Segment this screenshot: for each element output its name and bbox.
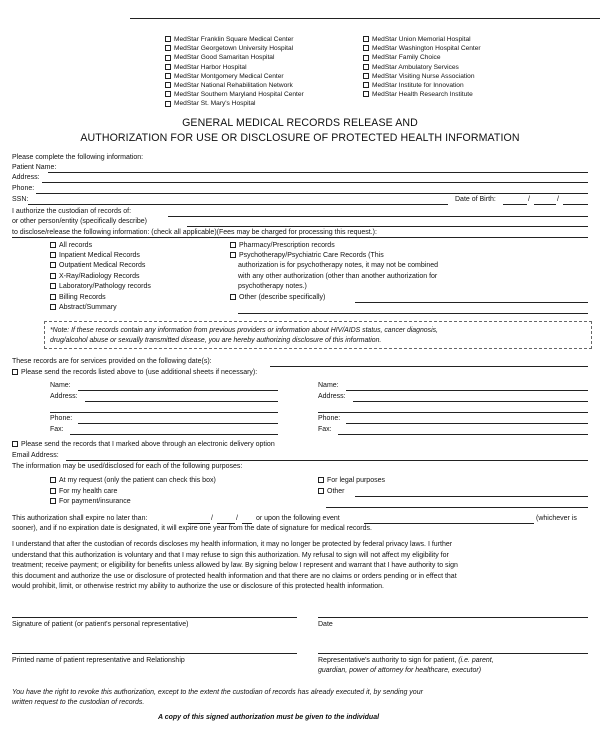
checkbox[interactable] bbox=[230, 252, 236, 258]
top-rule bbox=[130, 18, 600, 19]
send-records-option[interactable]: Please send the records listed above to (use additional sheets if necessary): bbox=[12, 368, 257, 377]
checkbox[interactable] bbox=[12, 441, 18, 447]
record-option-other[interactable]: Other (describe specifically) bbox=[230, 293, 325, 302]
authority-field[interactable] bbox=[318, 653, 588, 654]
recipient-address-field-2[interactable] bbox=[50, 412, 278, 413]
purpose-other-field-2[interactable] bbox=[326, 507, 588, 508]
custodian-field[interactable] bbox=[168, 216, 588, 217]
facility-item[interactable]: MedStar St. Mary's Hospital bbox=[165, 99, 304, 108]
understand-paragraph: I understand that after the custodian of records discloses my health information, it may no longer be protected by federal privacy laws. I further understand that this authorization is voluntary and that I may refuse to sign this authorization. My refusal to sign will not affect my eligibility for treatment; receive payment; or eligibility for benefits unless allowed by law. By signing below I represent and warrant that I have authority to sign this document and authorize the use or disclosure of protected health information and that there are no claims or orders pending or in effect that would prohibit, limit, or otherwise restrict my ability to authorize the use or disclosure of this protected health information. bbox=[12, 541, 458, 591]
expire-line2: sooner), and if no expiration date is designated, it will expire one year from the date of signature for medical records. bbox=[12, 525, 372, 532]
record-option-pharmacy[interactable]: Pharmacy/Prescription records bbox=[230, 241, 335, 250]
dob-day-field[interactable] bbox=[534, 204, 556, 205]
facility-item[interactable]: MedStar Family Choice bbox=[363, 53, 481, 62]
facility-item[interactable]: MedStar Southern Maryland Hospital Center bbox=[165, 90, 304, 99]
ssn-label: SSN: bbox=[12, 196, 29, 203]
recipient-phone-field[interactable] bbox=[78, 423, 278, 424]
record-option[interactable]: Abstract/Summary bbox=[50, 303, 117, 312]
authorize-label: I authorize the custodian of records of: bbox=[12, 208, 132, 215]
psych-note-line: with any other authorization (other than another authorization for bbox=[238, 273, 438, 280]
note-line: drug/alcohol abuse or sexually transmitted disease, you are hereby authorizing disclosure of this information. bbox=[50, 337, 382, 344]
purpose-option[interactable]: For payment/insurance bbox=[50, 497, 131, 506]
recipient-fax-label: Fax: bbox=[50, 426, 64, 433]
dob-month-field[interactable] bbox=[503, 204, 527, 205]
checkbox[interactable] bbox=[363, 91, 369, 97]
form-title-line1: GENERAL MEDICAL RECORDS RELEASE AND bbox=[182, 117, 418, 129]
patient-signature-field[interactable] bbox=[12, 617, 297, 618]
dob-slash: / bbox=[557, 196, 559, 203]
recipient-address-field[interactable] bbox=[85, 401, 278, 402]
revoke-line: written request to the custodian of records. bbox=[12, 699, 145, 706]
checkbox[interactable] bbox=[165, 64, 171, 70]
printed-name-field[interactable] bbox=[12, 653, 297, 654]
ssn-field[interactable] bbox=[28, 204, 448, 205]
intro-text: Please complete the following information: bbox=[12, 154, 144, 161]
facility-item[interactable]: MedStar Good Samaritan Hospital bbox=[165, 53, 304, 62]
authority-label: Representative's authority to sign for patient, (i.e. parent, bbox=[318, 657, 494, 664]
checkbox[interactable] bbox=[50, 304, 56, 310]
email-label: Email Address: bbox=[12, 452, 59, 459]
checkbox[interactable] bbox=[363, 73, 369, 79]
purpose-option-other[interactable]: Other bbox=[318, 487, 345, 496]
facility-list-left bbox=[165, 35, 304, 109]
checkbox[interactable] bbox=[363, 82, 369, 88]
patient-name-label: Patient Name: bbox=[12, 164, 57, 171]
checkbox[interactable] bbox=[318, 477, 324, 483]
expire-label: This authorization shall expire no later than: bbox=[12, 515, 148, 522]
note-line: *Note: If these records contain any information from previous providers or information about HIV/AIDS status, cancer diagnosis, bbox=[50, 327, 438, 334]
recipient-name-field[interactable] bbox=[78, 390, 278, 391]
disclose-label: to disclose/release the following information: (check all applicable)(Fees may be charged for processing this request.): bbox=[12, 229, 377, 236]
printed-name-label: Printed name of patient representative and Relationship bbox=[12, 657, 185, 664]
checkbox[interactable] bbox=[230, 294, 236, 300]
recipient2-name-field[interactable] bbox=[346, 390, 588, 391]
facility-item[interactable]: MedStar Ambulatory Services bbox=[363, 63, 481, 72]
checkbox[interactable] bbox=[363, 55, 369, 61]
dob-slash: / bbox=[528, 196, 530, 203]
checkbox[interactable] bbox=[50, 477, 56, 483]
dob-label: Date of Birth: bbox=[455, 196, 496, 203]
purpose-option[interactable]: For my health care bbox=[50, 487, 117, 496]
psych-note-line: psychotherapy notes.) bbox=[238, 283, 307, 290]
authority-label-line2: guardian, power of attorney for healthcare, executor) bbox=[318, 667, 482, 674]
phone-field[interactable] bbox=[36, 193, 588, 194]
purpose-option[interactable]: At my request (only the patient can check this box) bbox=[50, 476, 216, 485]
checkbox[interactable] bbox=[50, 273, 56, 279]
checkbox[interactable] bbox=[50, 283, 56, 289]
other-describe-field-2[interactable] bbox=[238, 313, 588, 314]
electronic-option[interactable]: Please send the records that I marked above through an electronic delivery option bbox=[12, 440, 275, 449]
recipient2-address-label: Address: bbox=[318, 393, 346, 400]
address-field[interactable] bbox=[42, 182, 588, 183]
checkbox[interactable] bbox=[50, 498, 56, 504]
checkbox[interactable] bbox=[12, 369, 18, 375]
services-label: These records are for services provided on the following date(s): bbox=[12, 358, 212, 365]
patient-name-field[interactable] bbox=[48, 172, 588, 173]
psych-note-line: authorization is for psychotherapy notes, it may not be combined bbox=[238, 262, 438, 269]
checkbox[interactable] bbox=[165, 55, 171, 61]
expire-event-field[interactable] bbox=[364, 523, 534, 524]
record-option[interactable]: Outpatient Medical Records bbox=[50, 261, 145, 270]
other-person-label: or other person/entity (specifically describe) bbox=[12, 218, 148, 225]
form-title-line2: AUTHORIZATION FOR USE OR DISCLOSURE OF PROTECTED HEALTH INFORMATION bbox=[80, 132, 520, 144]
checkbox[interactable] bbox=[363, 36, 369, 42]
other-describe-field[interactable] bbox=[355, 302, 588, 303]
disclose-rule bbox=[12, 237, 588, 238]
facility-item[interactable]: MedStar National Rehabilitation Network bbox=[165, 81, 304, 90]
checkbox[interactable] bbox=[165, 73, 171, 79]
services-dates-field[interactable] bbox=[270, 366, 588, 367]
expire-slash: / bbox=[211, 515, 213, 522]
copy-note: A copy of this signed authorization must be given to the individual bbox=[158, 714, 380, 721]
recipient2-phone-label: Phone: bbox=[318, 415, 341, 422]
revoke-line: You have the right to revoke this authorization, except to the extent the custodian of records has already executed it, by sending your bbox=[12, 689, 423, 696]
expire-slash: / bbox=[236, 515, 238, 522]
checkbox[interactable] bbox=[363, 45, 369, 51]
checkbox[interactable] bbox=[50, 294, 56, 300]
record-option[interactable]: Inpatient Medical Records bbox=[50, 251, 140, 260]
recipient2-address-field[interactable] bbox=[353, 401, 588, 402]
checkbox[interactable] bbox=[165, 91, 171, 97]
facility-item[interactable]: MedStar Harbor Hospital bbox=[165, 63, 304, 72]
address-label: Address: bbox=[12, 174, 40, 181]
checkbox[interactable] bbox=[363, 64, 369, 70]
dob-year-field[interactable] bbox=[563, 204, 588, 205]
record-option[interactable]: All records bbox=[50, 241, 92, 250]
facility-item[interactable]: MedStar Union Memorial Hospital bbox=[363, 35, 481, 44]
recipient2-name-label: Name: bbox=[318, 382, 339, 389]
checkbox[interactable] bbox=[165, 82, 171, 88]
email-field[interactable] bbox=[66, 460, 588, 461]
expire-event-label: or upon the following event bbox=[256, 515, 340, 522]
purpose-other-field[interactable] bbox=[355, 496, 588, 497]
facility-item[interactable]: MedStar Washington Hospital Center bbox=[363, 44, 481, 53]
expire-whichever: (whichever is bbox=[536, 515, 577, 522]
checkbox[interactable] bbox=[165, 101, 171, 107]
facility-item[interactable]: MedStar Montgomery Medical Center bbox=[165, 72, 304, 81]
facility-list-right bbox=[363, 35, 481, 99]
record-option[interactable]: Billing Records bbox=[50, 293, 106, 302]
checkbox[interactable] bbox=[165, 36, 171, 42]
recipient2-address-field-2[interactable] bbox=[318, 412, 588, 413]
recipient-fax-field[interactable] bbox=[70, 434, 278, 435]
recipient2-fax-field[interactable] bbox=[338, 434, 588, 435]
recipient-name-label: Name: bbox=[50, 382, 71, 389]
record-option-psych[interactable]: Psychotherapy/Psychiatric Care Records (This bbox=[230, 251, 384, 260]
checkbox[interactable] bbox=[50, 242, 56, 248]
date-label: Date bbox=[318, 621, 333, 628]
record-option[interactable]: X-Ray/Radiology Records bbox=[50, 272, 140, 281]
facility-item[interactable]: MedStar Health Research Institute bbox=[363, 90, 481, 99]
checkbox[interactable] bbox=[50, 262, 56, 268]
phone-label: Phone: bbox=[12, 185, 35, 192]
purpose-option-legal[interactable]: For legal purposes bbox=[318, 476, 385, 485]
date-field[interactable] bbox=[318, 617, 588, 618]
recipient2-phone-field[interactable] bbox=[346, 423, 588, 424]
checkbox[interactable] bbox=[50, 252, 56, 258]
checkbox[interactable] bbox=[230, 242, 236, 248]
other-person-field[interactable] bbox=[187, 226, 588, 227]
facility-item[interactable]: MedStar Visiting Nurse Association bbox=[363, 72, 481, 81]
facility-item[interactable]: MedStar Georgetown University Hospital bbox=[165, 44, 304, 53]
recipient-phone-label: Phone: bbox=[50, 415, 73, 422]
purposes-intro: The information may be used/disclosed for each of the following purposes: bbox=[12, 463, 243, 470]
recipient-address-label: Address: bbox=[50, 393, 78, 400]
recipient2-fax-label: Fax: bbox=[318, 426, 332, 433]
checkbox[interactable] bbox=[318, 488, 324, 494]
checkbox[interactable] bbox=[50, 488, 56, 494]
checkbox[interactable] bbox=[165, 45, 171, 51]
record-option[interactable]: Laboratory/Pathology records bbox=[50, 282, 151, 291]
patient-signature-label: Signature of patient (or patient's personal representative) bbox=[12, 621, 189, 628]
facility-item[interactable]: MedStar Franklin Square Medical Center bbox=[165, 35, 304, 44]
facility-item[interactable]: MedStar Institute for Innovation bbox=[363, 81, 481, 90]
